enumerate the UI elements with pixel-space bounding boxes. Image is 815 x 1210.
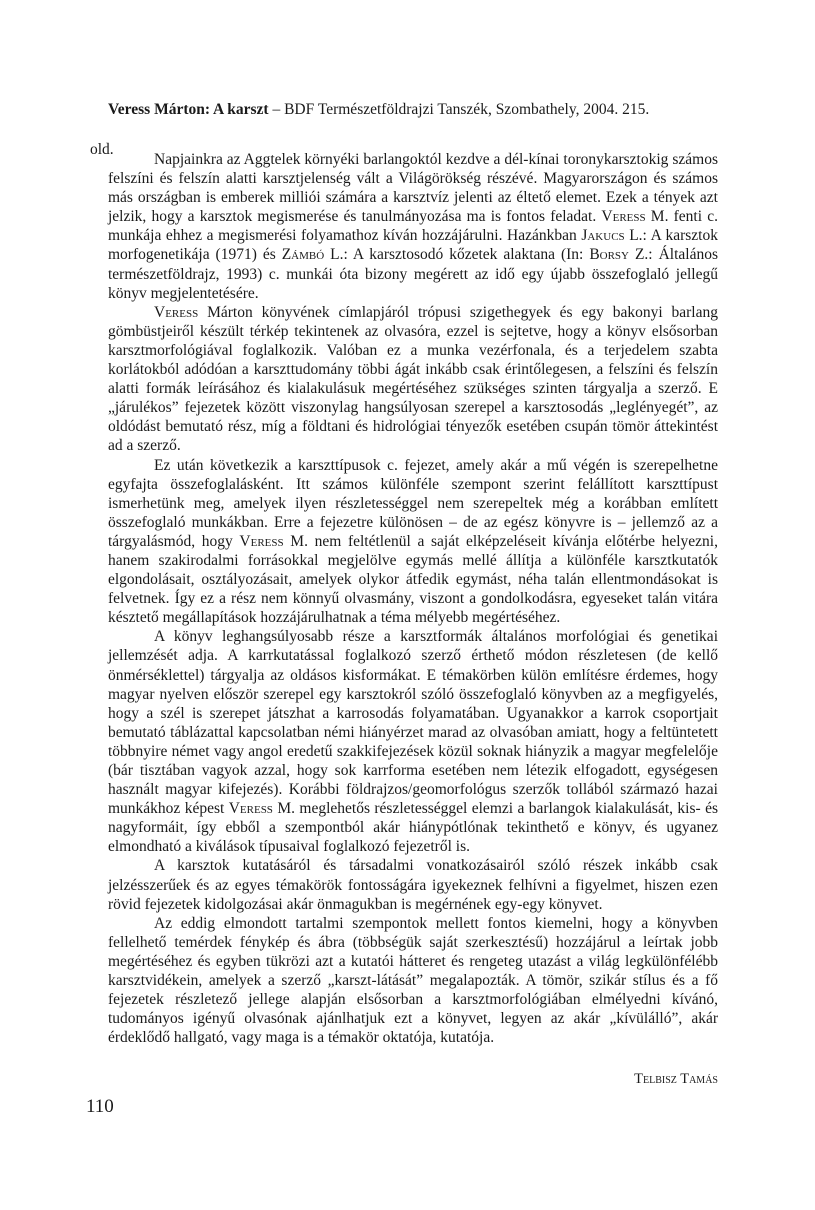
book-publisher: – BDF Természetföldrajzi Tanszék, Szombathely, 2004. 215. bbox=[268, 101, 650, 118]
paragraph-3 bbox=[108, 456, 718, 628]
text-run: Márton könyvének címlapjáról trópusi szigethegyek és egy bakonyi barlang gömbüstjeiről készült térkép tekintenek az olvasóra, ezzel is sejtetve, hogy a könyv elsősorban karsztmorfológiával foglalkozik. Valóban ez a munka vezérfonala, és a terjedelem szabta korlátokból adódóan a karszttudomány többi ágát inkább csak érintőlegesen, a felszíni és felszín alatti formák leírásához és kialakulásuk megértéséhez szükséges szinten tárgyalja a szerző. E „járulékos” fejezetek között viszonylag hangsúlyosan szerepel a karsztosodás „leglényegét”, az oldódást bemutató rész, míg a földtani és hidrológiai tényezők esetében csupán tömör áttekintést ad a szerző. bbox=[108, 303, 718, 455]
author-name: Veress bbox=[154, 303, 199, 321]
author-name: Veress bbox=[228, 800, 273, 818]
text-run: M. nem feltétlenül a saját elképzeléseit kívánja előtérbe helyezni, hanem szakirodalmi forrásokkal megjelölve egymás mellé állítja a különféle karsztkutatók elgondolásait, osztályozásait, amelyek olykor átfedik egymást, néha talán ellentmondásokat is felvetnek. Így ez a rész nem könnyű olvasmány, viszont a gondolkodásra, egyeseket talán vitára késztető megállapítások hozzájárulhatnak a téma mélyebb megértéséhez. bbox=[108, 532, 718, 627]
reviewer-signature: Telbisz Tamás bbox=[634, 1071, 718, 1088]
paragraph-1 bbox=[108, 150, 718, 303]
book-author-title: Veress Márton: A karszt bbox=[108, 101, 269, 118]
review-page bbox=[90, 100, 718, 1088]
paragraph-5: A karsztok kutatásáról és társadalmi vonatkozásairól szóló részek inkább csak jelzésszerűek és az egyes témakörök fontosságára igyekeznek felhívni a figyelmet, hiszen ezen rövid fejezetek kidolgozásai akár önmagukban is megérnének egy-egy könyvet. bbox=[108, 857, 718, 913]
text-run: M. meglehetős részletességgel elemzi a barlangok kialakulását, kis- és nagyformáit, így ebből a szempontból akár hiánypótlónak tekinthető e könyv, és ugyanez elmondható a kiválások típusaival foglalkozó fejezetről is. bbox=[108, 800, 718, 856]
review-body bbox=[108, 150, 718, 1047]
author-name: Jakucs bbox=[581, 227, 625, 245]
paragraph-4 bbox=[108, 627, 718, 856]
paragraph-6: Az eddig elmondott tartalmi szempontok mellett fontos kiemelni, hogy a könyvben fellelhető temérdek fénykép és ábra (többségük saját szerkesztésű) hozzájárul a leírtak jobb megértéséhez és egyben tükrözi azt a kutatói hátteret és rengeteg utazást a világ legkülönfélébb karsztvidékein, amelyek a szerző „karszt-látását” megalapozták. A tömör, szikár stílus és a fő fejezetek részletező jellege alapján elsősorban a karsztmorfológiában elmélyedni kívánó, tudományos igényű olvasónak ajánlhatjuk ezt a könyvet, legyen az akár „kívülálló”, akár érdeklődő hallgató, vagy maga is a témakör oktatója, kutatója. bbox=[108, 914, 718, 1047]
text-run: Napjainkra az Aggtelek környéki barlangoktól kezdve a dél-kínai toronykarsztokig számos felszíni és felszín alatti karsztjelenség vált a Világörökség részévé. Magyarországon és számos más országban is emberek milliói számára a karsztvíz jelenti az éltető elemet. Ezek a tények azt jelzik, hogy a karsztok megismerése és tanulmányozása ma is fontos feladat. bbox=[108, 151, 718, 226]
text-run: Z.: Általános természetföldrajz, 1993) c. munkái óta bizony megérett az idő egy újabb összefoglaló jellegű könyv megjelentetésére. bbox=[108, 246, 718, 302]
author-name: Veress bbox=[601, 208, 646, 226]
text-run: L.: A karsztosodó kőzetek alaktana (In: bbox=[324, 246, 590, 264]
page-number: 110 bbox=[86, 1096, 114, 1117]
author-name: Borsy bbox=[589, 246, 629, 264]
pages-unit: old. bbox=[90, 141, 114, 158]
paragraph-2 bbox=[108, 303, 718, 456]
header-line bbox=[108, 100, 718, 120]
bibliographic-header bbox=[90, 100, 718, 158]
text-run: A könyv leghangsúlyosabb része a karsztformák általános morfológiai és genetikai jellemzését adja. A karrkutatással foglalkozó szerző érthető módon részletesen (de kellő önmérséklettel) tárgyalja az oldásos kisformákat. E témakörben külön említésre érdemes, hogy magyar nyelven először szerepel egy karsztokról szóló összefoglaló könyvben az a megfigyelés, hogy a szél is szerepet játszhat a karrosodás folyamatában. Ugyanakkor a karrok csoportjait bemutató táblázattal kapcsolatban némi hiányérzet marad az olvasóban amiatt, hogy a feltüntetett többnyire német vagy angol eredetű szakkifejezések közül soknak hiányzik a magyar megfelelője (bár tisztában vagyok azzal, hogy sok karrforma esetében nem létezik elfogadott, egységesen használt magyar kifejezés). Korábbi földrajzos/geomorfológus szerzők tollából származó hazai munkákhoz képest bbox=[108, 628, 718, 818]
text-run: Ez után következik a karszttípusok c. fejezet, amely akár a mű végén is szerepelhetne egyfajta összefoglalásként. Itt számos különféle szempont szerint felállított karszttípust ismerhetünk meg, amelyek ilyen részletességgel nem szerepeltek még a korábban említett összefoglaló munkákban. Erre a fejezetre különösen – de az egész könyvre is – jellemző az a tárgyalásmód, hogy bbox=[108, 456, 718, 550]
text-run: L.: A karsztok morfogenetikája (1971) és bbox=[108, 227, 718, 264]
text-run: M. fenti c. munkája ehhez a megismerési folyamathoz kíván hozzájárulni. Hazánkban bbox=[108, 208, 718, 245]
author-name: Zámbó bbox=[281, 246, 325, 264]
author-name: Veress bbox=[239, 532, 284, 550]
